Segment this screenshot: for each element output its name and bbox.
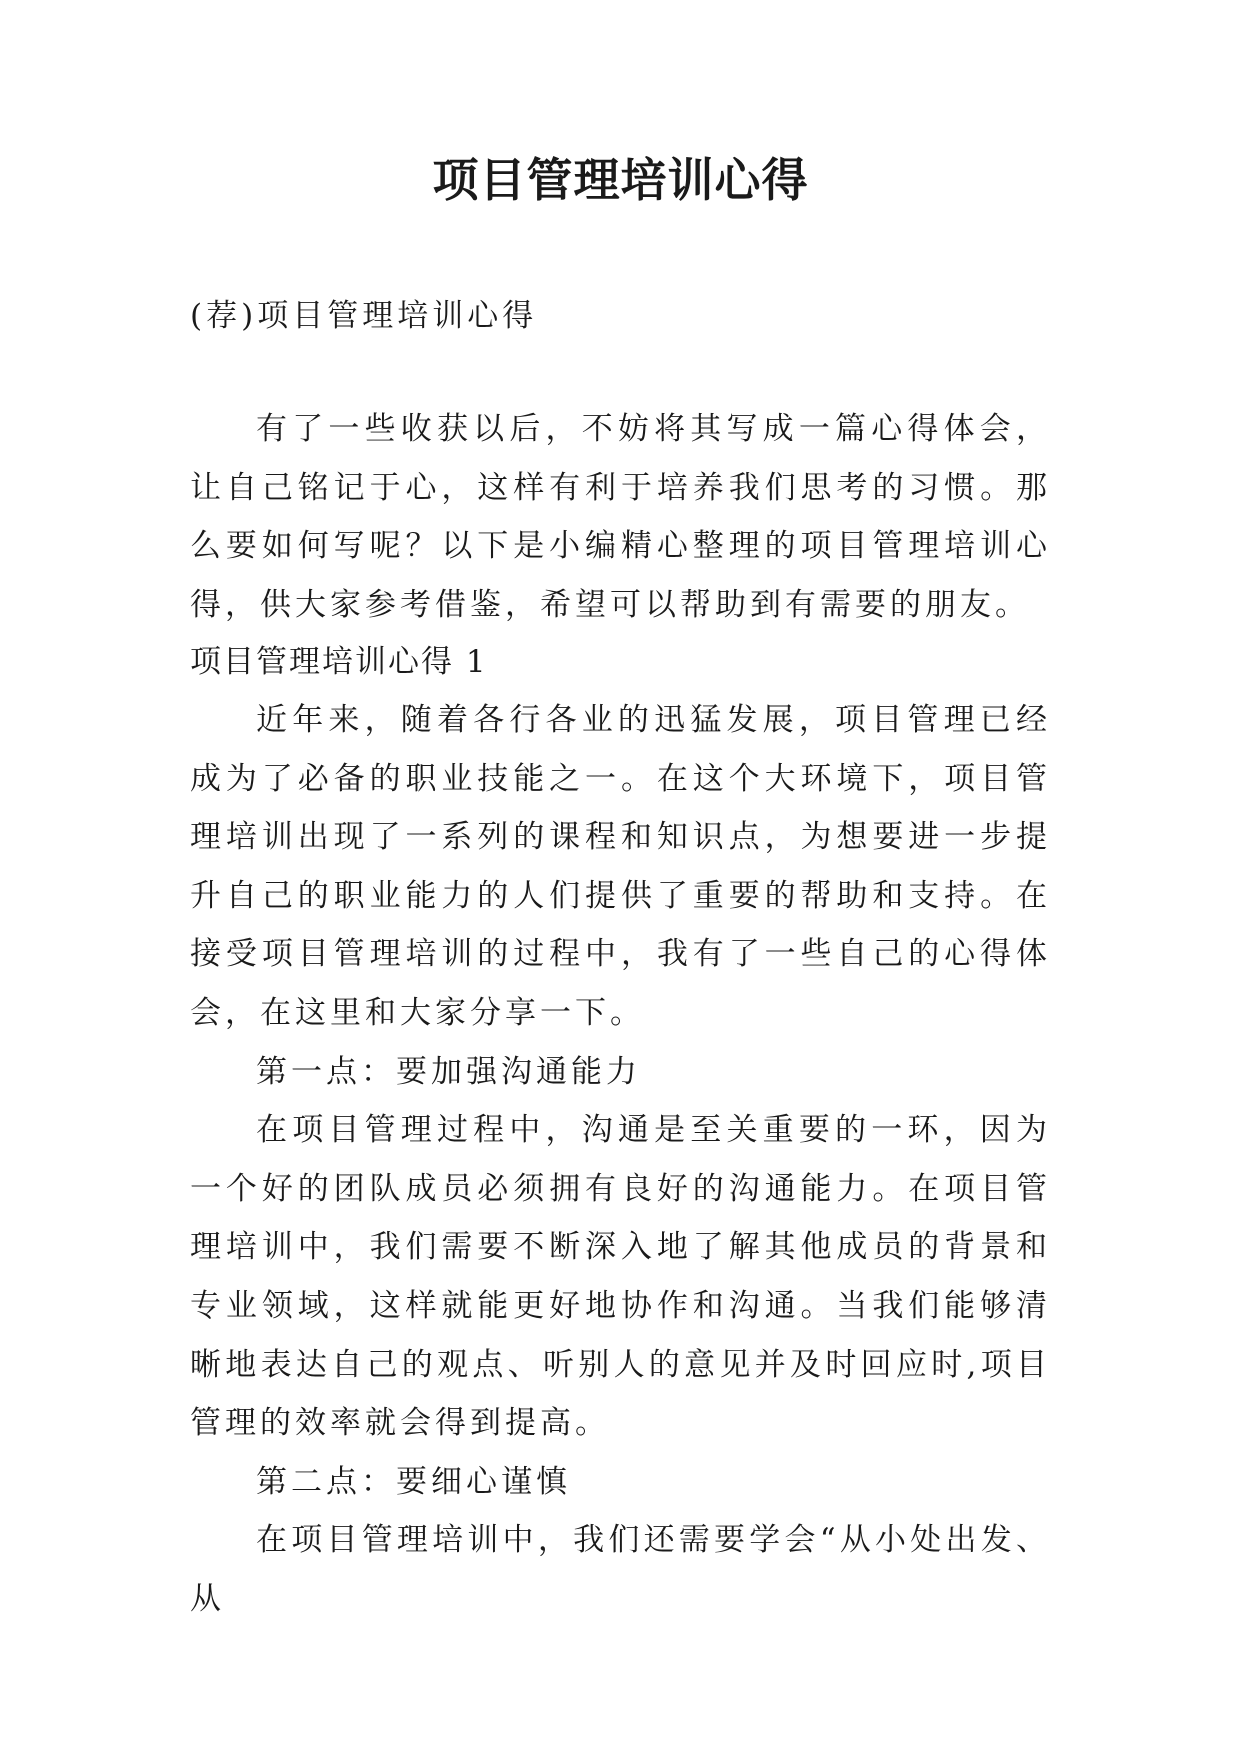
point-1-title: 第一点：要加强沟通能力 (256, 1053, 641, 1090)
point-2-title: 第二点：要细心谨慎 (256, 1463, 571, 1500)
intro-paragraph: 有了一些收获以后，不妨将其写成一篇心得体会，让自己铭记于心，这样有利于培养我们思考的习惯。那么要如何写呢？以下是小编精心整理的项目管理培训心得，供大家参考借鉴，希望可以帮助到有需要的朋友。 (190, 411, 1051, 623)
section-1-heading: 项目管理培训心得 1 (190, 644, 488, 680)
document-title: 项目管理培训心得 (432, 153, 809, 207)
point-2-paragraph: 在项目管理培训中，我们还需要学会“从小处出发、从 (190, 1522, 1051, 1617)
document-subtitle: (荐)项目管理培训心得 (190, 298, 538, 334)
section-1 (190, 644, 1051, 1629)
section-1-paragraph: 近年来，随着各行各业的迅猛发展，项目管理已经成为了必备的职业技能之一。在这个大环境下，项目管理培训出现了一系列的课程和知识点，为想要进一步提升自己的职业能力的人们提供了重要的帮助和支持。在接受项目管理培训的过程中，我有了一些自己的心得体会，在这里和大家分享一下。 (190, 702, 1051, 1031)
point-1-paragraph: 在项目管理过程中，沟通是至关重要的一环，因为一个好的团队成员必须拥有良好的沟通能力。在项目管理培训中，我们需要不断深入地了解其他成员的背景和专业领域，这样就能更好地协作和沟通。当我们能够清晰地表达自己的观点、听别人的意见并及时回应时,项目管理的效率就会得到提高。 (190, 1112, 1051, 1442)
